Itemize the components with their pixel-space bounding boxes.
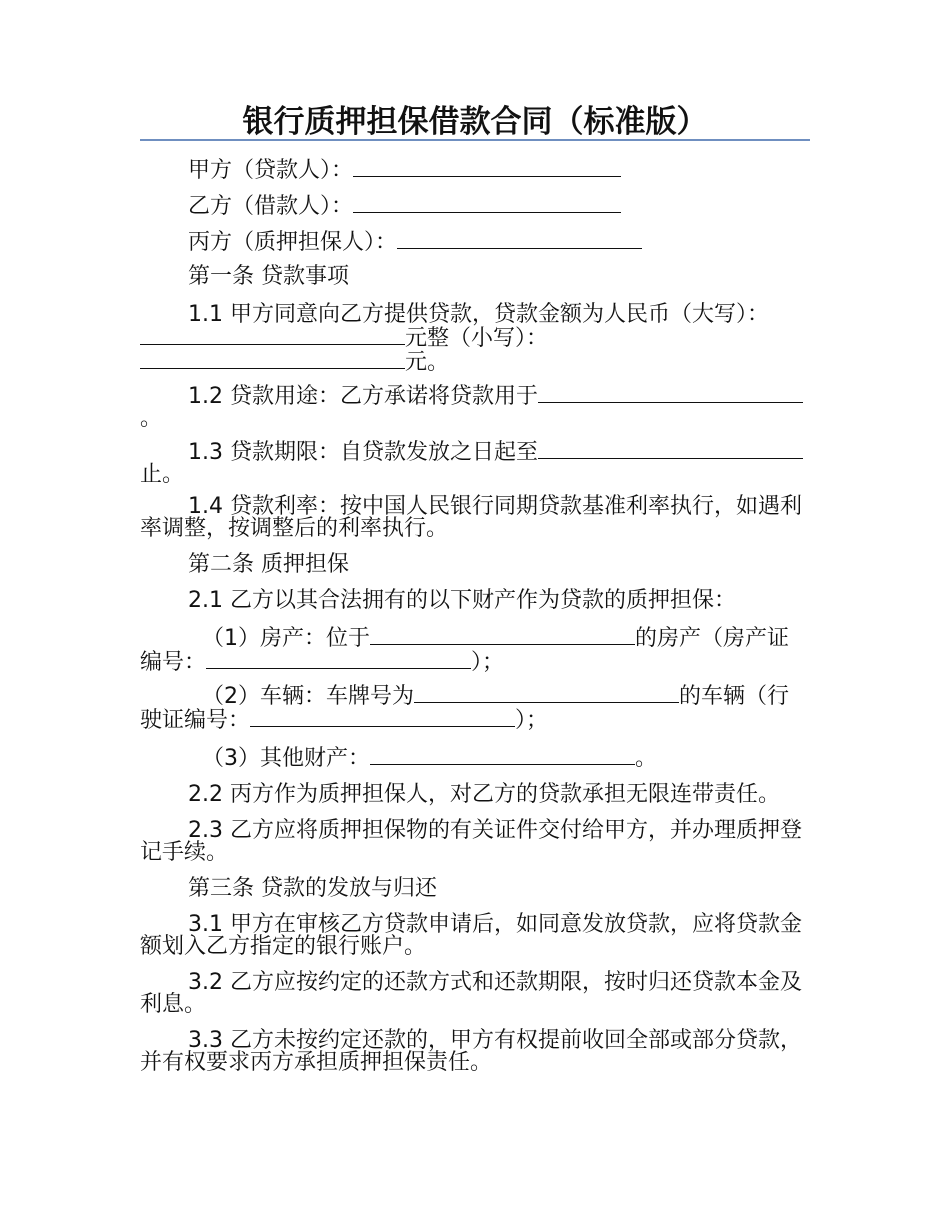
clause-1-3 xyxy=(140,440,810,486)
article-3-heading: 第三条 贷款的发放与归还 xyxy=(188,876,437,901)
party-borrower-line xyxy=(140,186,810,222)
clause-3-2: 3.2 乙方应按约定的还款方式和还款期限，按时归还贷款本金及利息。 xyxy=(140,970,802,1017)
pledge-car-text: （2）车辆：车牌号为 xyxy=(202,684,414,709)
clause-2-2: 2.2 丙方作为质押担保人，对乙方的贷款承担无限连带责任。 xyxy=(188,782,780,807)
loan-amount-uppercase-blank[interactable] xyxy=(140,326,405,345)
article-2-heading: 第二条 质押担保 xyxy=(188,552,349,577)
clause-1-2-end: 。 xyxy=(140,406,163,431)
pledge-car-end: ）； xyxy=(515,708,549,733)
party-pledgor-label: 丙方（质押担保人）： xyxy=(188,230,398,255)
clause-3-1: 3.1 甲方在审核乙方贷款申请后，如同意发放贷款，应将贷款金额划入乙方指定的银行账户。 xyxy=(140,912,802,959)
pledge-car-mid: 的车辆（行驶证编号： xyxy=(140,684,790,733)
car-license-number-blank[interactable] xyxy=(250,708,515,727)
clause-1-4: 1.4 贷款利率：按中国人民银行同期贷款基准利率执行，如遇利率调整，按调整后的利率执行。 xyxy=(140,494,802,541)
other-property-blank[interactable] xyxy=(370,746,635,765)
pledge-other-text: （3）其他财产： xyxy=(202,746,370,771)
clause-1-2 xyxy=(140,384,810,430)
clause-1-3-end: 止。 xyxy=(140,462,185,487)
clause-3-3: 3.3 乙方未按约定还款的，甲方有权提前收回全部或部分贷款，并有权要求丙方承担质押担保责任。 xyxy=(140,1028,802,1075)
pledge-house-end: ）； xyxy=(471,650,505,675)
title-underline xyxy=(140,139,810,141)
pledge-house-line xyxy=(140,626,810,674)
pledge-car-line xyxy=(140,684,810,732)
borrower-name-blank[interactable] xyxy=(353,194,621,213)
loan-purpose-blank[interactable] xyxy=(538,384,803,403)
party-borrower-label: 乙方（借款人）： xyxy=(188,194,354,219)
house-location-blank[interactable] xyxy=(370,626,635,645)
clause-2-1: 2.1 乙方以其合法拥有的以下财产作为贷款的质押担保： xyxy=(188,588,736,613)
pledgor-name-blank[interactable] xyxy=(397,230,642,249)
party-pledgor-line xyxy=(140,222,810,258)
clause-1-1-mid: 元整（小写）： xyxy=(405,326,549,351)
article-1-heading: 第一条 贷款事项 xyxy=(188,264,349,289)
lender-name-blank[interactable] xyxy=(353,158,621,177)
clause-2-3: 2.3 乙方应将质押担保物的有关证件交付给甲方，并办理质押登记手续。 xyxy=(140,818,802,865)
contract-body xyxy=(140,150,810,1074)
pledge-house-mid: 的房产（房产证编号： xyxy=(140,626,790,675)
clause-1-2-text: 1.2 贷款用途：乙方承诺将贷款用于 xyxy=(188,384,538,409)
loan-term-blank[interactable] xyxy=(538,440,803,459)
pledge-other-end: 。 xyxy=(635,746,658,771)
pledge-house-text: （1）房产：位于 xyxy=(202,626,370,651)
house-cert-number-blank[interactable] xyxy=(206,650,471,669)
clause-1-1 xyxy=(140,304,810,374)
loan-amount-number-blank[interactable] xyxy=(140,350,405,369)
clause-1-1-end: 元。 xyxy=(405,350,450,375)
car-plate-blank[interactable] xyxy=(414,684,679,703)
party-lender-line xyxy=(140,150,810,186)
party-lender-label: 甲方（贷款人）： xyxy=(188,158,354,183)
document-title: 银行质押担保借款合同（标准版） xyxy=(242,104,708,140)
clause-1-3-text: 1.3 贷款期限：自贷款发放之日起至 xyxy=(188,440,538,465)
clause-1-1-text: 1.1 甲方同意向乙方提供贷款，贷款金额为人民币（大写）： xyxy=(188,302,769,327)
pledge-other-line xyxy=(140,746,810,770)
